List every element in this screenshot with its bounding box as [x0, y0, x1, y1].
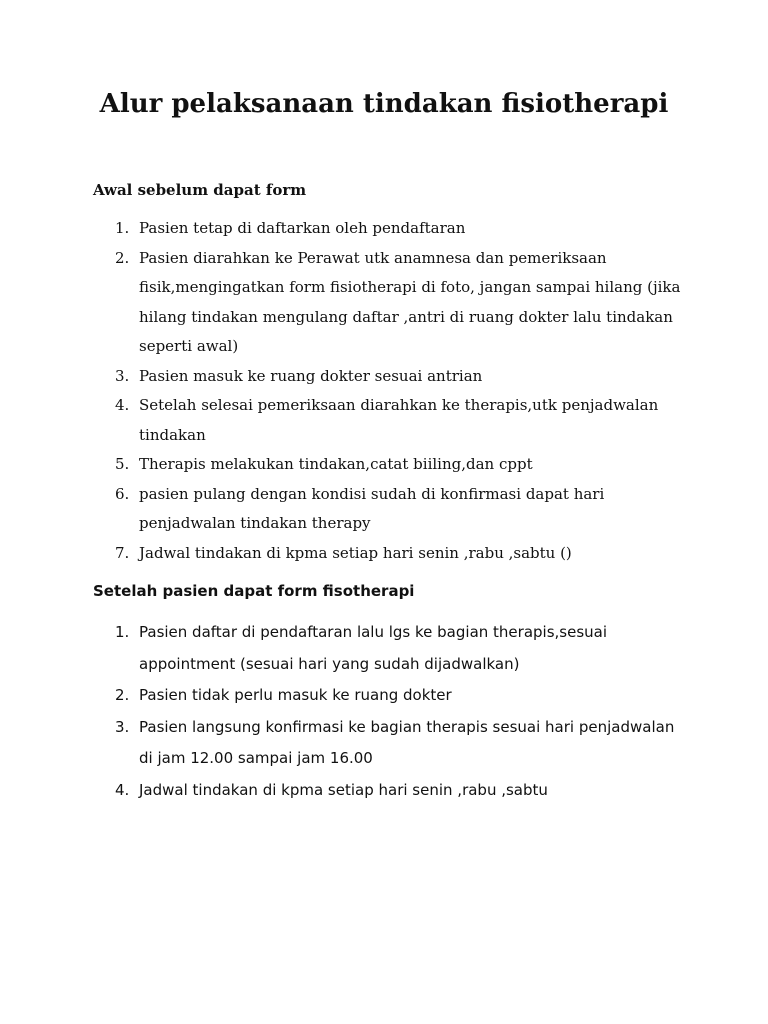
item-number: 2. [115, 686, 130, 704]
item-text: Jadwal tindakan di kpma setiap hari senin ,rabu ,sabtu [139, 780, 548, 799]
item-text: Pasien diarahkan ke Perawat utk anamnesa dan pemeriksaan fisik,mengingatkan form fisiotherapi di foto, jangan sampai hilang (jika hilang tindakan mengulang daftar ,antri di ruang dokter lalu tindakan seperti awal) [139, 248, 681, 355]
item-number: 1. [115, 623, 130, 641]
list-item [93, 775, 683, 807]
list-item [93, 450, 683, 480]
list-item [93, 617, 683, 680]
item-text: Pasien daftar di pendaftaran lalu lgs ke bagian therapis,sesuai appointment (sesuai hari yang sudah dijadwalkan) [139, 623, 608, 673]
steps-list-before-form [93, 214, 683, 568]
item-text: Jadwal tindakan di kpma setiap hari senin ,rabu ,sabtu () [139, 543, 572, 562]
list-item [93, 480, 683, 539]
item-number: 7. [115, 543, 130, 562]
steps-list-after-form [93, 617, 683, 806]
item-number: 3. [115, 717, 130, 736]
item-number: 3. [115, 366, 130, 385]
list-item [93, 391, 683, 450]
list-item [93, 539, 683, 569]
list-item [93, 244, 683, 362]
item-text: Therapis melakukan tindakan,catat biiling,dan cppt [139, 455, 533, 473]
list-item [93, 712, 683, 775]
item-number: 2. [115, 248, 130, 267]
item-text: Pasien langsung konfirmasi ke bagian therapis sesuai hari penjadwalan di jam 12.00 sampai jam 16.00 [139, 717, 675, 767]
item-number: 4. [115, 780, 130, 799]
page-title: Alur pelaksanaan tindakan fisiotherapi [99, 89, 669, 119]
list-item [93, 362, 683, 392]
item-number: 1. [115, 219, 130, 237]
item-number: 4. [115, 396, 130, 414]
item-text: pasien pulang dengan kondisi sudah di konfirmasi dapat hari penjadwalan tindakan therapy [139, 484, 605, 532]
list-item [93, 680, 683, 712]
item-number: 6. [115, 484, 130, 503]
item-text: Setelah selesai pemeriksaan diarahkan ke therapis,utk penjadwalan tindakan [139, 396, 659, 444]
section-heading-after-form: Setelah pasien dapat form fisotherapi [93, 582, 415, 600]
list-item [93, 214, 683, 244]
item-text: Pasien tidak perlu masuk ke ruang dokter [139, 686, 452, 704]
item-text: Pasien masuk ke ruang dokter sesuai antrian [139, 366, 483, 385]
item-text: Pasien tetap di daftarkan oleh pendaftaran [139, 219, 466, 237]
section-heading-before-form: Awal sebelum dapat form [93, 181, 307, 199]
item-number: 5. [115, 455, 130, 473]
